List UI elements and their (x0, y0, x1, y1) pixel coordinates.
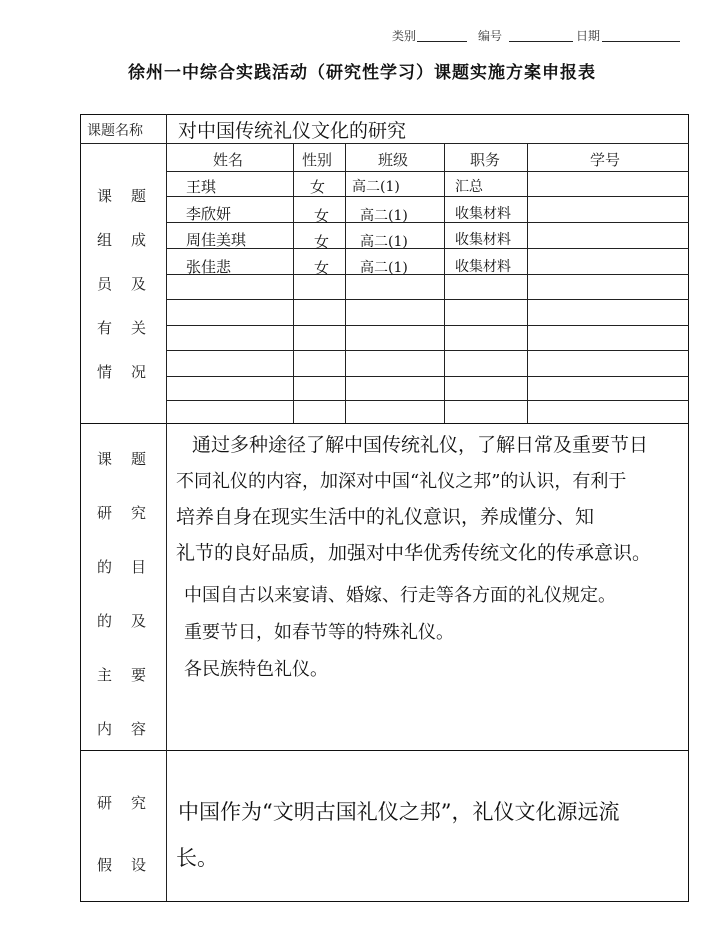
member-class: 高二(1) (360, 208, 408, 224)
member-class: 高二(1) (360, 260, 408, 276)
member-gender: 女 (314, 233, 330, 251)
member-role: 汇总 (455, 179, 483, 195)
member-name: 周佳美琪 (186, 231, 247, 249)
member-role: 收集材料 (455, 206, 511, 222)
member-gender: 女 (314, 207, 330, 225)
purpose-line: 中国自古以来宴请、婚嫁、行走等各方面的礼仪规定。 (184, 585, 616, 606)
col-header-gender: 性别 (302, 151, 333, 169)
number-label: 编号 (478, 29, 503, 43)
page-title: 徐州一中综合实践活动（研究性学习）课题实施方案申报表 (128, 63, 596, 83)
hypothesis-line: 中国作为“文明古国礼仪之邦”，礼仪文化源远流 (178, 800, 620, 824)
col-header-student-id: 学号 (590, 151, 621, 169)
member-gender: 女 (310, 178, 326, 196)
member-name: 张佳悲 (186, 258, 232, 276)
member-class: 高二(1) (352, 179, 400, 195)
col-header-class: 班级 (378, 151, 409, 169)
purpose-line: 通过多种途径了解中国传统礼仪，了解日常及重要节日 (192, 434, 649, 456)
category-blank (417, 41, 467, 42)
member-role: 收集材料 (455, 232, 511, 248)
member-name: 王琪 (186, 178, 217, 196)
member-name: 李欣妍 (186, 205, 232, 223)
hypothesis-line: 长。 (176, 846, 218, 870)
purpose-line: 培养自身在现实生活中的礼仪意识，养成懂分、知 (176, 506, 595, 528)
category-label: 类别 (392, 29, 417, 43)
purpose-line: 重要节日，如春节等的特殊礼仪。 (184, 622, 454, 643)
topic-label: 课题名称 (87, 123, 143, 139)
member-class: 高二(1) (360, 234, 408, 250)
purpose-line: 不同礼仪的内容，加深对中国“礼仪之邦”的认识，有利于 (176, 471, 627, 492)
member-gender: 女 (314, 259, 330, 277)
number-blank (509, 41, 573, 42)
col-header-name: 姓名 (213, 151, 244, 169)
date-blank (602, 41, 680, 42)
purpose-line: 礼节的良好品质，加强对中华优秀传统文化的传承意识。 (176, 542, 652, 564)
col-header-role: 职务 (470, 151, 501, 169)
member-role: 收集材料 (455, 259, 511, 275)
purpose-line: 各民族特色礼仪。 (184, 659, 328, 680)
date-label: 日期 (576, 29, 601, 43)
topic-value: 对中国传统礼仪文化的研究 (178, 120, 407, 142)
